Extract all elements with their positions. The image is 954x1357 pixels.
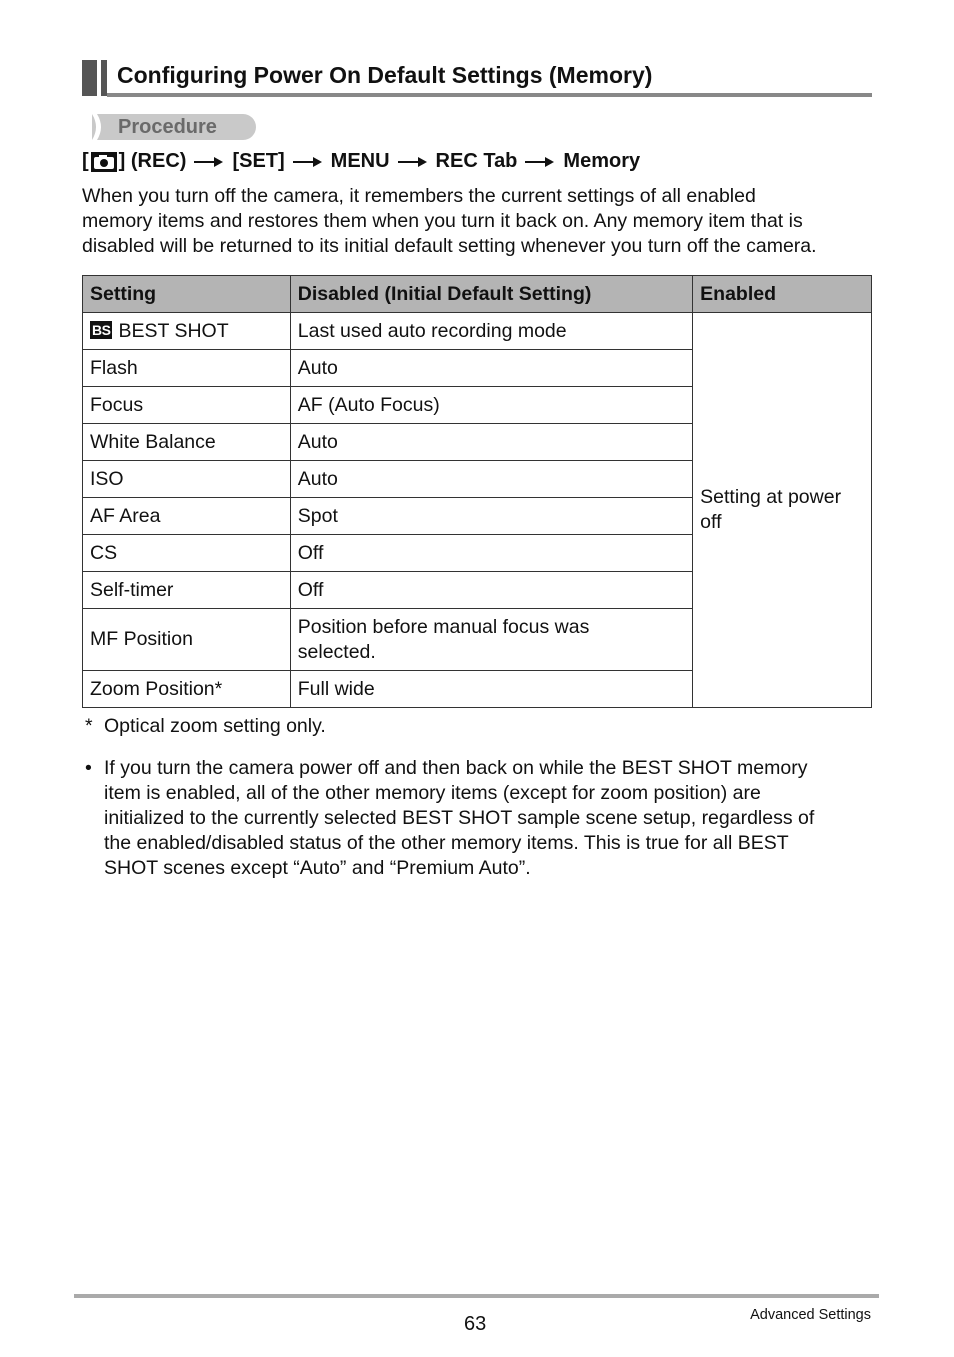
path-menu: MENU [330,150,390,172]
intro-line: disabled will be returned to its initial default setting whenever you turn off the camera. [82,235,817,257]
footer-divider [74,1294,879,1298]
column-header-enabled: Enabled [693,276,872,313]
camera-icon [91,152,117,172]
disabled-cell: Auto [290,424,692,461]
setting-cell: MF Position [83,609,291,671]
setting-cell: Zoom Position* [83,671,291,708]
page-title: Configuring Power On Default Settings (Memory) [117,62,653,88]
heading-marker-stripe [101,60,107,96]
path-rec: ] (REC) [118,150,187,172]
disabled-cell [290,609,692,671]
footnote [85,715,326,738]
path-bracket-open: [ [82,150,89,172]
intro-paragraph [82,184,882,259]
column-header-disabled: Disabled (Initial Default Setting) [290,276,692,313]
path-item: Memory [563,150,641,172]
intro-line: When you turn off the camera, it remembers the current settings of all enabled [82,185,756,207]
setting-cell: CS [83,535,291,572]
bullet-line: SHOT scenes except “Auto” and “Premium Auto”. [104,857,531,879]
section-heading [82,60,872,97]
setting-cell: ISO [83,461,291,498]
setting-label: BEST SHOT [118,319,229,342]
disabled-line: selected. [297,640,376,663]
disabled-cell: Off [290,572,692,609]
enabled-line: off [700,511,722,533]
chevron-right-icon [83,114,105,140]
intro-line: memory items and restores them when you turn it back on. Any memory item that is [82,210,803,232]
setting-cell: Focus [83,387,291,424]
section-name: Advanced Settings [750,1307,871,1323]
arrow-right-icon [194,156,224,168]
setting-cell: White Balance [83,424,291,461]
disabled-cell: AF (Auto Focus) [290,387,692,424]
enabled-cell [693,313,872,708]
bullet-line: initialized to the currently selected BEST SHOT sample scene setup, regardless of [104,807,815,829]
bullet-text [104,756,814,881]
procedure-badge [83,114,256,140]
bullet-mark: • [85,757,92,779]
path-tab: REC Tab [435,150,518,172]
setting-cell: AF Area [83,498,291,535]
procedure-label: Procedure [118,116,217,138]
disabled-cell: Last used auto recording mode [290,313,692,350]
disabled-cell: Off [290,535,692,572]
memory-settings-table [82,275,872,708]
arrow-right-icon [525,156,555,168]
column-header-setting: Setting [83,276,291,313]
enabled-line: Setting at power [700,486,842,508]
footnote-mark: * [85,715,93,737]
setting-cell [83,313,291,350]
arrow-right-icon [398,156,428,168]
page-number: 63 [464,1313,487,1335]
bullet-line: the enabled/disabled status of the other memory items. This is true for all BEST [104,832,789,854]
bullet-line: If you turn the camera power off and then back on while the BEST SHOT memory [104,757,808,779]
bullet-line: item is enabled, all of the other memory items (except for zoom position) are [104,782,761,804]
disabled-cell: Spot [290,498,692,535]
path-set: [SET] [232,150,285,172]
setting-cell: Flash [83,350,291,387]
disabled-cell: Auto [290,461,692,498]
best-shot-icon: BS [92,321,111,338]
disabled-cell: Full wide [290,671,692,708]
table-header-row [83,276,872,313]
heading-underline [107,93,872,97]
disabled-cell: Auto [290,350,692,387]
setting-cell: Self-timer [83,572,291,609]
heading-marker-block [82,60,97,96]
arrow-right-icon [293,156,323,168]
disabled-line: Position before manual focus was [297,615,590,638]
footnote-text: Optical zoom setting only. [104,715,326,737]
menu-path [82,150,640,173]
table-row [83,313,872,350]
